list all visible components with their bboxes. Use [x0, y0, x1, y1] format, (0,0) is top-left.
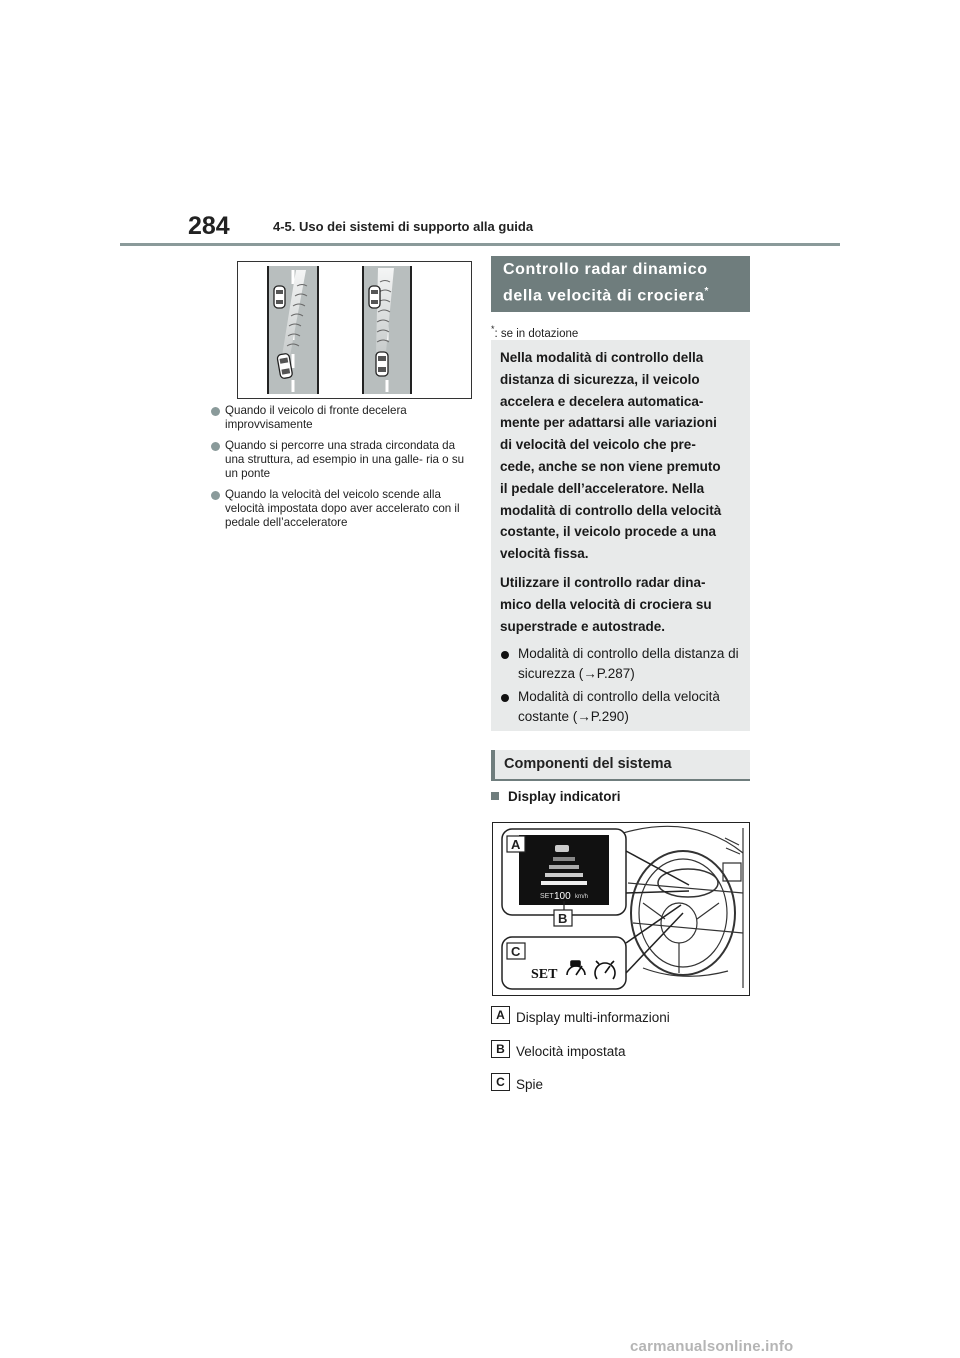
bullet-icon [211, 407, 220, 416]
list-item-text: Modalità di controllo della velocità costante (→P.290) [518, 689, 720, 724]
info-paragraph-2: Utilizzare il controllo radar dina- mico della velocità di crociera su superstrade e autostrade. [500, 575, 712, 634]
header-divider [120, 243, 840, 246]
car-ahead [274, 286, 285, 308]
legend-text: Velocità impostata [516, 1044, 626, 1059]
set-speed: 100 [554, 891, 571, 902]
list-item [500, 644, 745, 684]
road-right [363, 266, 411, 394]
label-c: C [511, 944, 521, 959]
road-illustration [237, 261, 472, 399]
list-item [500, 687, 745, 727]
list-item-text: Quando si percorre una strada circondata da una struttura, ad esempio in una galle- ria o su un ponte [225, 439, 465, 480]
indicators-callout [502, 905, 683, 989]
watermark: carmanualsonline.info [630, 1338, 794, 1355]
steering-wheel-illustration [623, 826, 743, 988]
legend-item-b [491, 1040, 626, 1059]
legend-item-c [491, 1073, 543, 1092]
legend-text: Spie [516, 1077, 544, 1092]
legend-text: Display multi-informazioni [516, 1010, 670, 1025]
bullet-icon [211, 442, 220, 451]
section-title-line2: della velocità di crociera* [503, 286, 709, 305]
own-car [376, 352, 388, 376]
subheading: Display indicatori [491, 789, 621, 804]
section-heading-text: Componenti del sistema [504, 756, 672, 772]
bullet-icon [501, 694, 509, 702]
square-bullet-icon [491, 792, 499, 800]
legend-label: A [491, 1006, 510, 1024]
list-item-text: Modalità di controllo della distanza di sicurezza (→P.287) [518, 646, 739, 681]
legend-item-a [491, 1006, 670, 1025]
set-indicator-large: SET [531, 967, 558, 982]
section-heading [491, 750, 750, 781]
road-left [268, 266, 318, 394]
list-item [211, 439, 469, 481]
info-paragraph-1: Nella modalità di controllo della distanza di sicurezza, il veicolo accelera e decelera automatica- mente per adattarsi alle variazioni di velocità del veicolo che pre- cede, anche se non viene premuto il pedale dell’acceleratore. Nella modalità di controllo della velocità costante, il veicolo procede a una velocità fissa. [500, 350, 722, 562]
section-title-box [491, 256, 750, 312]
set-indicator: SET [540, 893, 554, 900]
label-a: A [511, 837, 521, 852]
bullet-icon [211, 491, 220, 500]
display-callout [502, 829, 689, 915]
footnote-mark: * [491, 324, 495, 334]
speed-unit: km/h [575, 894, 589, 900]
label-b: B [558, 911, 568, 926]
section-title-line1: Controllo radar dinamico [503, 261, 708, 278]
bullet-icon [501, 651, 509, 659]
footnote [491, 324, 578, 340]
mode-list [500, 644, 745, 730]
footnote-text: : se in dotazione [494, 327, 579, 340]
list-item [211, 488, 469, 530]
legend-label: B [491, 1040, 510, 1058]
asterisk: * [704, 286, 709, 297]
conditions-list [211, 404, 469, 537]
list-item-text: Quando la velocità del veicolo scende alla velocità impostata dopo aver accelerato con il pedale dell’acceleratore [225, 488, 460, 529]
car-ahead [369, 286, 380, 308]
section-header: 4-5. Uso dei sistemi di supporto alla guida [273, 219, 534, 234]
list-item-text: Quando il veicolo di fronte decelera improvvisamente [225, 404, 407, 431]
list-item [211, 404, 469, 432]
page-number: 284 [188, 212, 230, 240]
dashboard-diagram [492, 822, 750, 996]
legend-label: C [491, 1073, 510, 1091]
